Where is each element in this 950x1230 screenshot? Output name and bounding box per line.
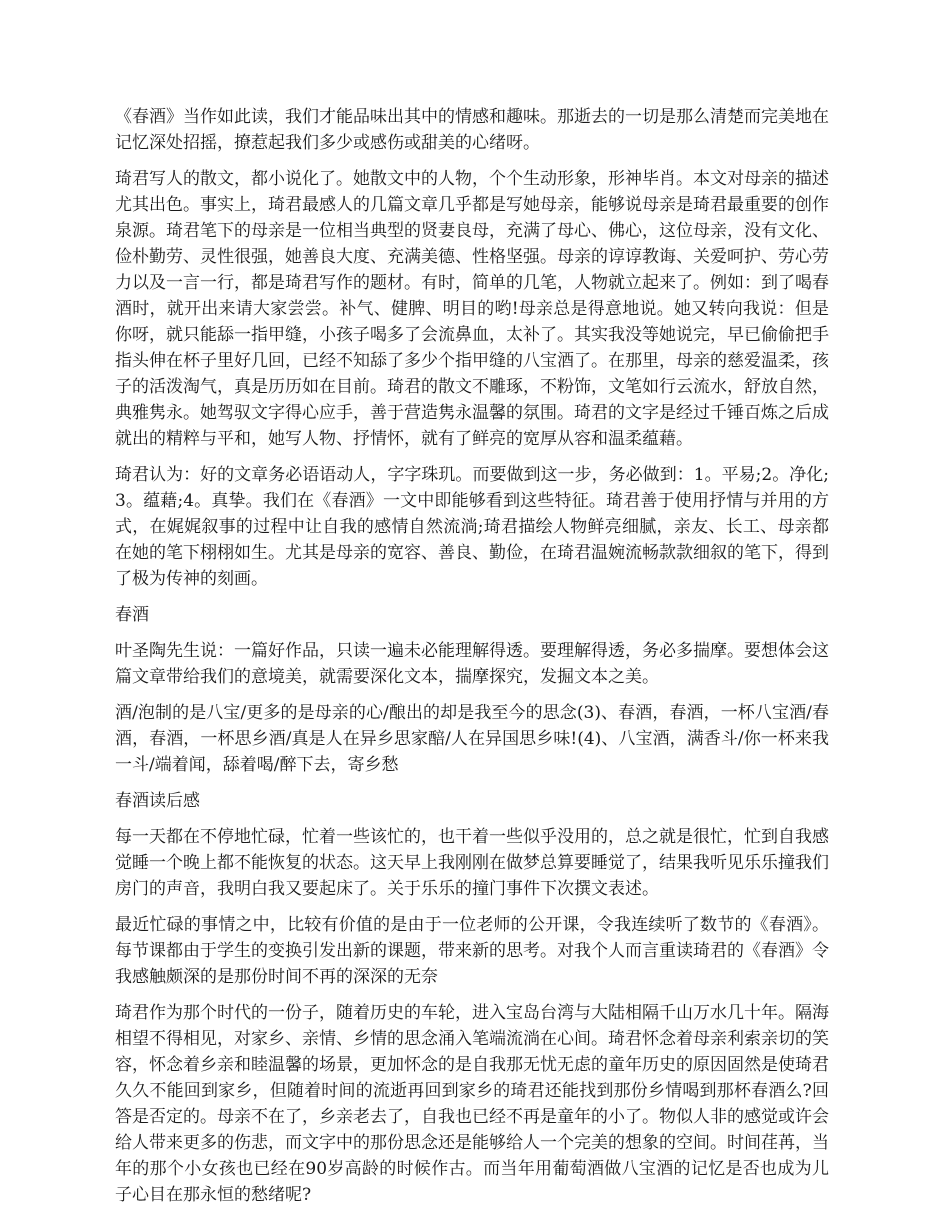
paragraph: 每一天都在不停地忙碌，忙着一些该忙的，也干着一些似乎没用的，总之就是很忙，忙到自我感觉睡一个晚上都不能恢复的状态。这天早上我刚刚在做梦总算要睡觉了，结果我听见乐乐撞我们房门的声音，我明白我又要起床了。关于乐乐的撞门事件下次撰文表述。 — [115, 827, 829, 899]
document-body — [115, 104, 829, 1218]
section-heading: 春酒读后感 — [115, 791, 200, 811]
paragraph: 《春酒》当作如此读，我们才能品味出其中的情感和趣味。那逝去的一切是那么清楚而完美地在记忆深处招摇，撩惹起我们多少或感伤或甜美的心绪呀。 — [115, 107, 829, 153]
paragraph: 琦君写人的散文，都小说化了。她散文中的人物，个个生动形象，形神毕肖。本文对母亲的描述尤其出色。事实上，琦君最感人的几篇文章几乎都是写她母亲，能够说母亲是琦君最重要的创作泉源。琦君笔下的母亲是一位相当典型的贤妻良母，充满了母心、佛心，这位母亲，没有文化、俭朴勤劳、灵性很强，她善良大度、充满美德、性格坚强。母亲的谆谆教诲、关爱呵护、劳心劳力以及一言一行，都是琦君写作的题材。有时，简单的几笔，人物就立起来了。例如：到了喝春酒时，就开出来请大家尝尝。补气、健脾、明目的哟!母亲总是得意地说。她又转向我说：但是你呀，就只能舔一指甲缝，小孩子喝多了会流鼻血，太补了。其实我没等她说完，早已偷偷把手指头伸在杯子里好几回，已经不知舔了多少个指甲缝的八宝酒了。在那里，母亲的慈爱温柔，孩子的活泼淘气，真是历历如在目前。琦君的散文不雕琢，不粉饰，文笔如行云流水，舒放自然，典雅隽永。她驾驭文字得心应手，善于营造隽永温馨的氛围。琦君的文字是经过千锤百炼之后成就出的精粹与平和，她写人物、抒情怀，就有了鲜亮的宽厚从容和温柔蕴藉。 — [115, 169, 829, 449]
paragraph: 最近忙碌的事情之中，比较有价值的是由于一位老师的公开课，令我连续听了数节的《春酒》。每节课都由于学生的变换引发出新的课题，带来新的思考。对我个人而言重读琦君的《春酒》令我感触颇深的是那份时间不再的深深的无奈 — [115, 915, 829, 987]
section-heading: 春酒 — [115, 605, 149, 625]
paragraph: 琦君认为：好的文章务必语语动人，字字珠玑。而要做到这一步，务必做到：1。平易;2。净化;3。蕴藉;4。真挚。我们在《春酒》一文中即能够看到这些特征。琦君善于使用抒情与并用的方式，在娓娓叙事的过程中让自我的感情自然流淌;琦君描绘人物鲜亮细腻，亲友、长工、母亲都在她的笔下栩栩如生。尤其是母亲的宽容、善良、勤俭，在琦君温婉流畅款款细叙的笔下，得到了极为传神的刻画。 — [115, 465, 829, 589]
paragraph: 酒/泡制的是八宝/更多的是母亲的心/酿出的却是我至今的思念(3)、春酒，春酒，一杯八宝酒/春酒，春酒，一杯思乡酒/真是人在异乡思家醅/人在异国思乡味!(4)、八宝酒，满香斗/你一杯来我一斗/端着闻，舔着喝/醉下去，寄乡愁 — [115, 703, 829, 775]
paragraph: 琦君作为那个时代的一份子，随着历史的车轮，进入宝岛台湾与大陆相隔千山万水几十年。隔海相望不得相见，对家乡、亲情、乡情的思念涌入笔端流淌在心间。琦君怀念着母亲利索亲切的笑容，怀念着乡亲和睦温馨的场景，更加怀念的是自我那无忧无虑的童年历史的原因固然是使琦君久久不能回到家乡，但随着时间的流逝再回到家乡的琦君还能找到那份乡情喝到那杯春酒么?回答是否定的。母亲不在了，乡亲老去了，自我也已经不再是童年的小了。物似人非的感觉或许会给人带来更多的伤悲，而文字中的那份思念还是能够给人一个完美的想象的空间。时间荏苒，当年的那个小女孩也已经在90岁高龄的时候作古。而当年用葡萄酒做八宝酒的记忆是否也成为儿子心目在那永恒的愁绪呢? — [115, 1003, 829, 1205]
paragraph: 叶圣陶先生说：一篇好作品，只读一遍未必能理解得透。要理解得透，务必多揣摩。要想体会这篇文章带给我们的意境美，就需要深化文本，揣摩探究，发掘文本之美。 — [115, 641, 829, 687]
